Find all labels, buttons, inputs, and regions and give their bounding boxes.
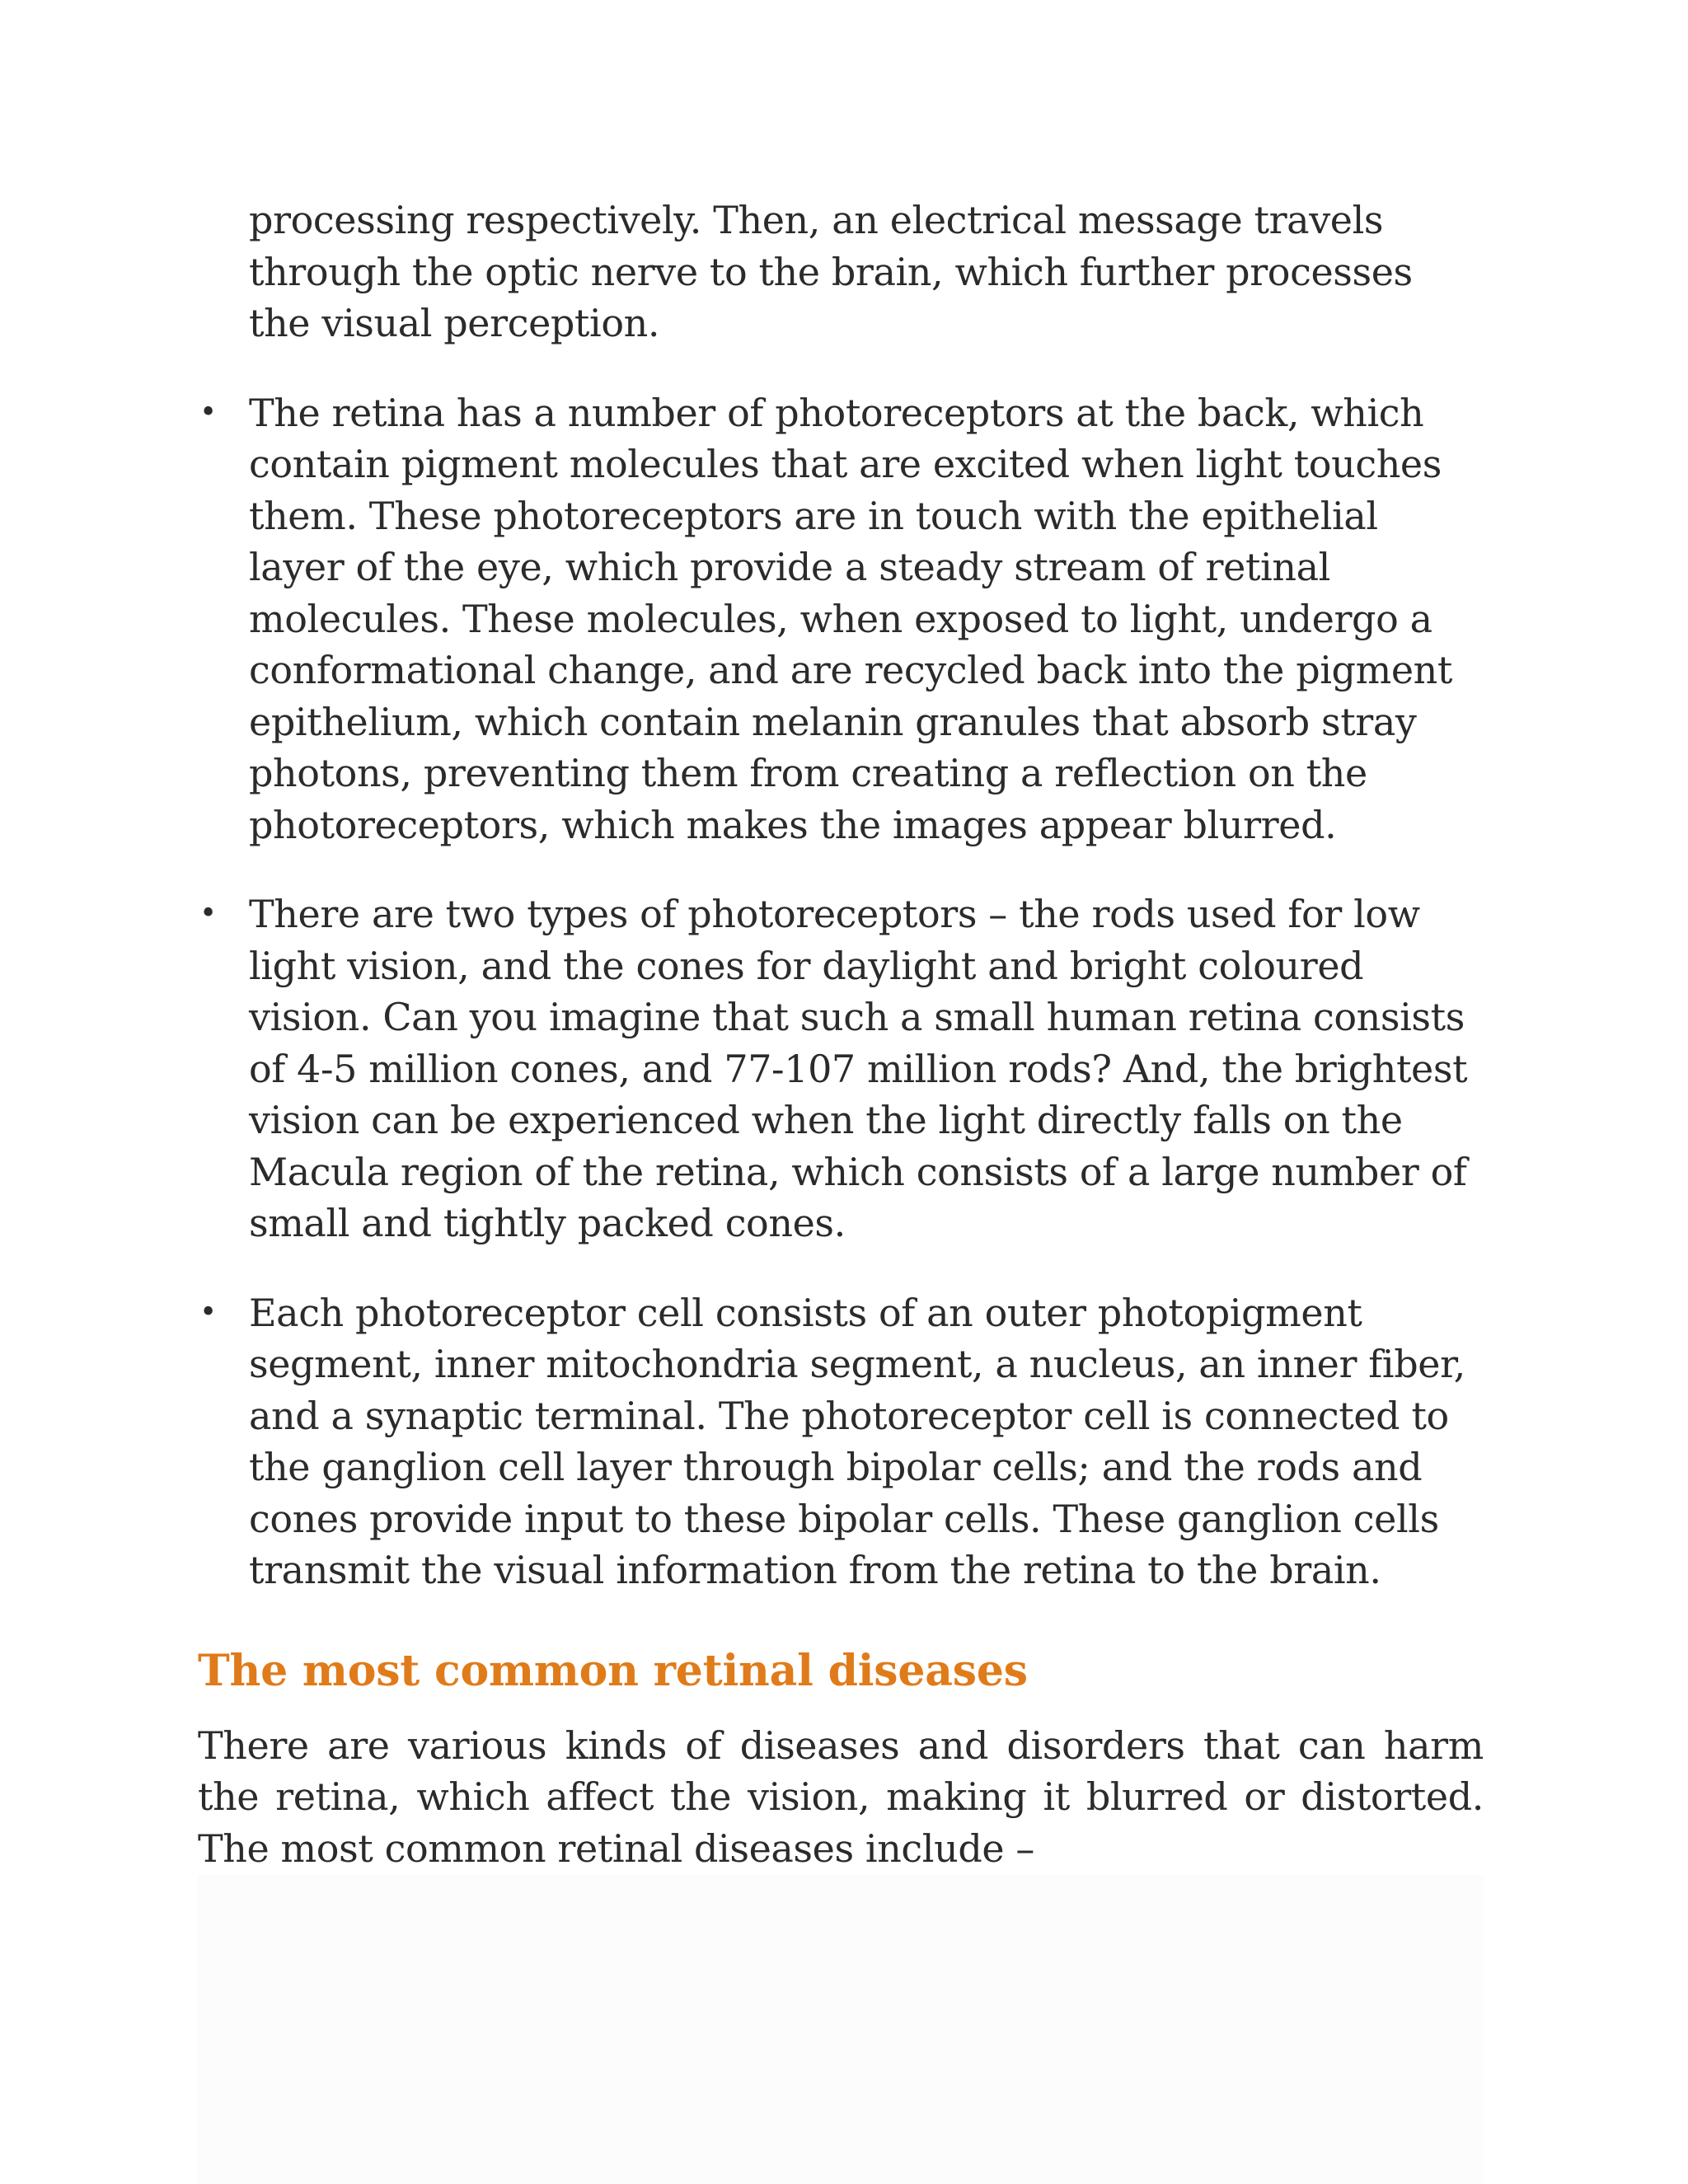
document-content — [198, 194, 1484, 1874]
bullet-dot-icon: • — [199, 897, 217, 930]
bullet-text: The retina has a number of photoreceptors at the back, which contain pigment molecules that are excited when light touches them. These photoreceptors are in touch with the epithelial layer of the eye, which provide a steady stream of retinal molecules. These molecules, when exposed to light, undergo a conformational change, and are recycled back into the pigment epithelium, which contain melanin granules that absorb stray photons, preventing them from creating a reflection on the photoreceptors, which makes the images appear blurred. — [249, 390, 1452, 847]
bullet-dot-icon: • — [199, 395, 217, 429]
list-item — [198, 387, 1484, 851]
page-shade-area — [198, 1875, 1484, 2184]
bullet-text: There are two types of photoreceptors – the rods used for low light vision, and the cones for daylight and bright coloured vision. Can you imagine that such a small human retina consists of 4-5 million cones, and 77-107 million rods? And, the brightest vision can be experienced when the light directly falls on the Macula region of the retina, which consists of a large number of small and tightly packed cones. — [249, 892, 1468, 1245]
bullet-text: Each photoreceptor cell consists of an outer photopigment segment, inner mitochondria segment, a nucleus, an inner fiber, and a synaptic terminal. The photoreceptor cell is connected to the ganglion cell layer through bipolar cells; and the rods and cones provide input to these bipolar cells. These ganglion cells transmit the visual information from the retina to the brain. — [249, 1290, 1465, 1592]
section-intro-paragraph: There are various kinds of diseases and disorders that can harm the retina, which affect the vision, making it blurred or distorted. The most common retinal diseases include – — [198, 1722, 1484, 1871]
bullet-dot-icon: • — [199, 1295, 217, 1329]
continued-paragraph: processing respectively. Then, an electrical message travels through the optic nerve to the brain, which further processes the visual perception. — [249, 198, 1413, 345]
section-heading: The most common retinal diseases — [198, 1645, 1028, 1696]
list-item — [198, 1287, 1484, 1596]
list-item — [198, 888, 1484, 1249]
bullet-list — [198, 387, 1484, 1596]
